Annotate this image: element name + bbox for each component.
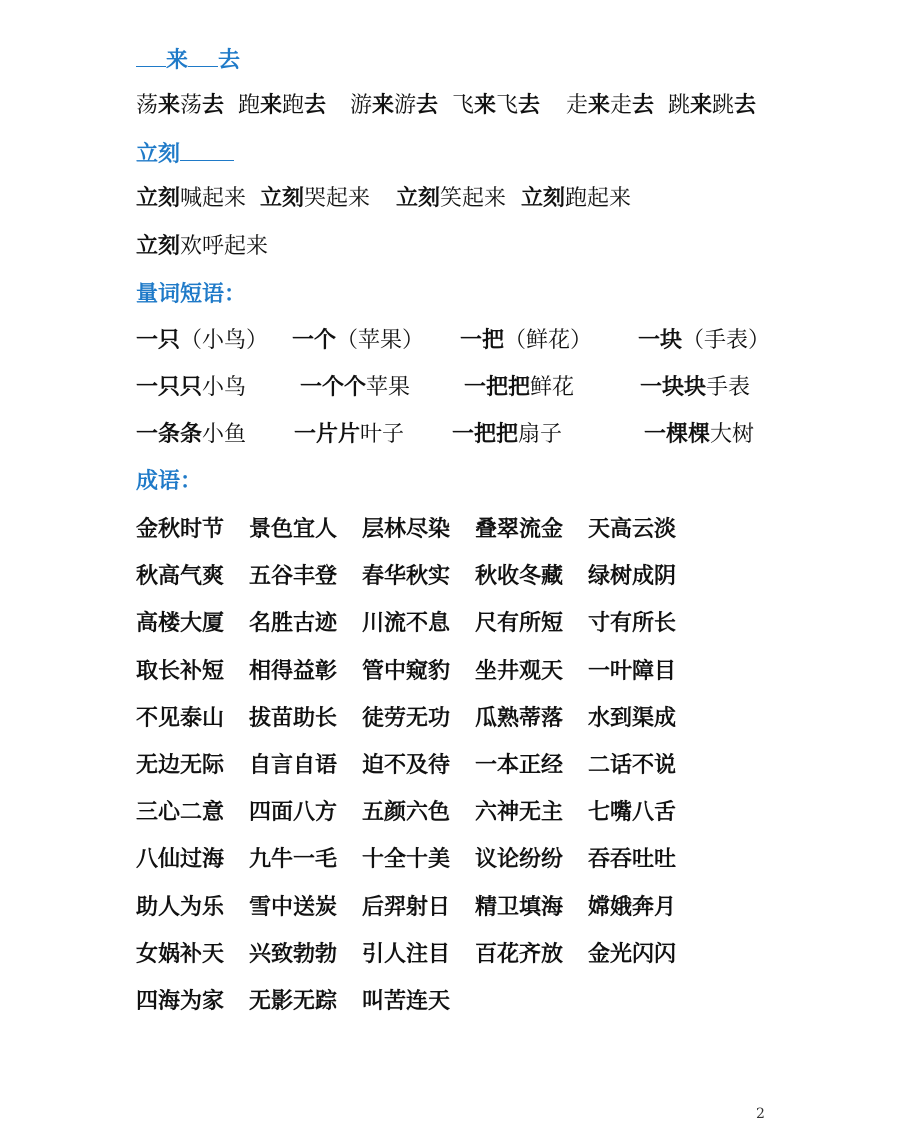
idiom: 无影无踪 (249, 989, 338, 1014)
phrase: 跳来跳去 (668, 93, 757, 118)
idiom: 层林尽染 (362, 517, 451, 542)
heading-like (136, 138, 234, 170)
blank-line (180, 138, 234, 161)
idiom: 相得益彰 (249, 658, 338, 684)
phrase: 立刻笑起来 (396, 186, 507, 211)
heading-lai: 来 (166, 48, 189, 73)
phrase: 一棵棵大树 (644, 422, 755, 447)
heading-qu: 去 (218, 48, 241, 73)
idiom: 天高云淡 (588, 517, 677, 542)
idiom: 秋收冬藏 (475, 564, 564, 590)
idiom: 取长补短 (136, 658, 225, 684)
phrase: 立刻欢呼起来 (136, 234, 269, 259)
idiom: 名胜古迹 (249, 611, 338, 637)
idiom: 瓜熟蒂落 (475, 705, 564, 731)
phrase: 走来走去 (566, 93, 655, 118)
idiom: 五颜六色 (362, 800, 451, 826)
blank-line (188, 44, 218, 67)
idiom: 金光闪闪 (588, 941, 677, 967)
idiom: 女娲补天 (136, 941, 225, 967)
idiom: 八仙过海 (136, 847, 225, 873)
phrase: 一只（小鸟） (136, 328, 269, 353)
idiom: 四海为家 (136, 989, 225, 1014)
idiom: 叠翠流金 (475, 517, 564, 542)
phrase: 一块（手表） (638, 328, 771, 353)
idiom: 议论纷纷 (475, 847, 564, 873)
phrase: 立刻喊起来 (136, 186, 247, 211)
idiom: 尺有所短 (475, 611, 564, 637)
idiom: 十全十美 (362, 847, 451, 873)
idiom: 后羿射日 (362, 894, 451, 920)
idiom: 精卫填海 (475, 894, 564, 920)
idiom: 嫦娥奔月 (588, 894, 677, 920)
idiom: 无边无际 (136, 753, 225, 778)
heading-like-text: 立刻 (136, 142, 181, 167)
phrase: 一只只小鸟 (136, 375, 247, 400)
idiom: 川流不息 (362, 611, 451, 637)
idiom: 绿树成阴 (588, 564, 677, 590)
idiom: 七嘴八舌 (588, 800, 677, 826)
idiom: 百花齐放 (475, 941, 564, 967)
page-number: 2 (756, 1106, 765, 1122)
phrase: 一把把扇子 (452, 422, 563, 447)
phrase: 一条条小鱼 (136, 422, 247, 447)
idiom: 四面八方 (249, 800, 338, 826)
idiom: 兴致勃勃 (249, 941, 338, 967)
idiom: 叫苦连天 (362, 989, 451, 1014)
idiom: 一叶障目 (588, 658, 677, 684)
idiom: 秋高气爽 (136, 564, 225, 590)
phrase: 一把（鲜花） (460, 328, 593, 353)
idiom: 自言自语 (249, 753, 338, 778)
idiom: 拔苗助长 (249, 705, 338, 731)
phrase: 游来游去 (350, 93, 439, 118)
idiom: 徒劳无功 (362, 705, 451, 731)
idiom: 六神无主 (475, 800, 564, 826)
phrase: 一个（苹果） (292, 328, 425, 353)
idiom: 不见泰山 (136, 705, 225, 731)
idiom: 一本正经 (475, 753, 564, 778)
idiom: 二话不说 (588, 753, 677, 778)
idiom: 吞吞吐吐 (588, 847, 677, 873)
idiom: 迫不及待 (362, 753, 451, 778)
heading-liangci: 量词短语： (136, 282, 247, 307)
phrase: 一把把鲜花 (464, 375, 575, 400)
idiom: 管中窥豹 (362, 658, 451, 684)
phrase: 立刻跑起来 (521, 186, 632, 211)
idiom: 雪中送炭 (249, 894, 338, 920)
idiom: 春华秋实 (362, 564, 451, 590)
heading-chengyu: 成语： (136, 469, 203, 494)
idiom: 助人为乐 (136, 894, 225, 920)
idiom: 景色宜人 (249, 517, 338, 542)
phrase: 跑来跑去 (238, 93, 327, 118)
phrase: 一块块手表 (640, 375, 751, 400)
heading-lai-qu (136, 44, 240, 76)
idiom: 高楼大厦 (136, 611, 225, 637)
idiom: 九牛一毛 (249, 847, 338, 873)
phrase: 飞来飞去 (452, 93, 541, 118)
idiom: 引人注目 (362, 941, 451, 967)
idiom: 五谷丰登 (249, 564, 338, 590)
phrase: 一片片叶子 (294, 422, 405, 447)
phrase: 一个个苹果 (300, 375, 411, 400)
idiom: 寸有所长 (588, 611, 677, 637)
phrase: 立刻哭起来 (260, 186, 371, 211)
blank-line (136, 44, 166, 67)
idiom: 三心二意 (136, 800, 225, 826)
idiom: 坐井观天 (475, 658, 564, 684)
idiom: 水到渠成 (588, 705, 677, 731)
idiom: 金秋时节 (136, 517, 225, 542)
phrase: 荡来荡去 (136, 93, 225, 118)
